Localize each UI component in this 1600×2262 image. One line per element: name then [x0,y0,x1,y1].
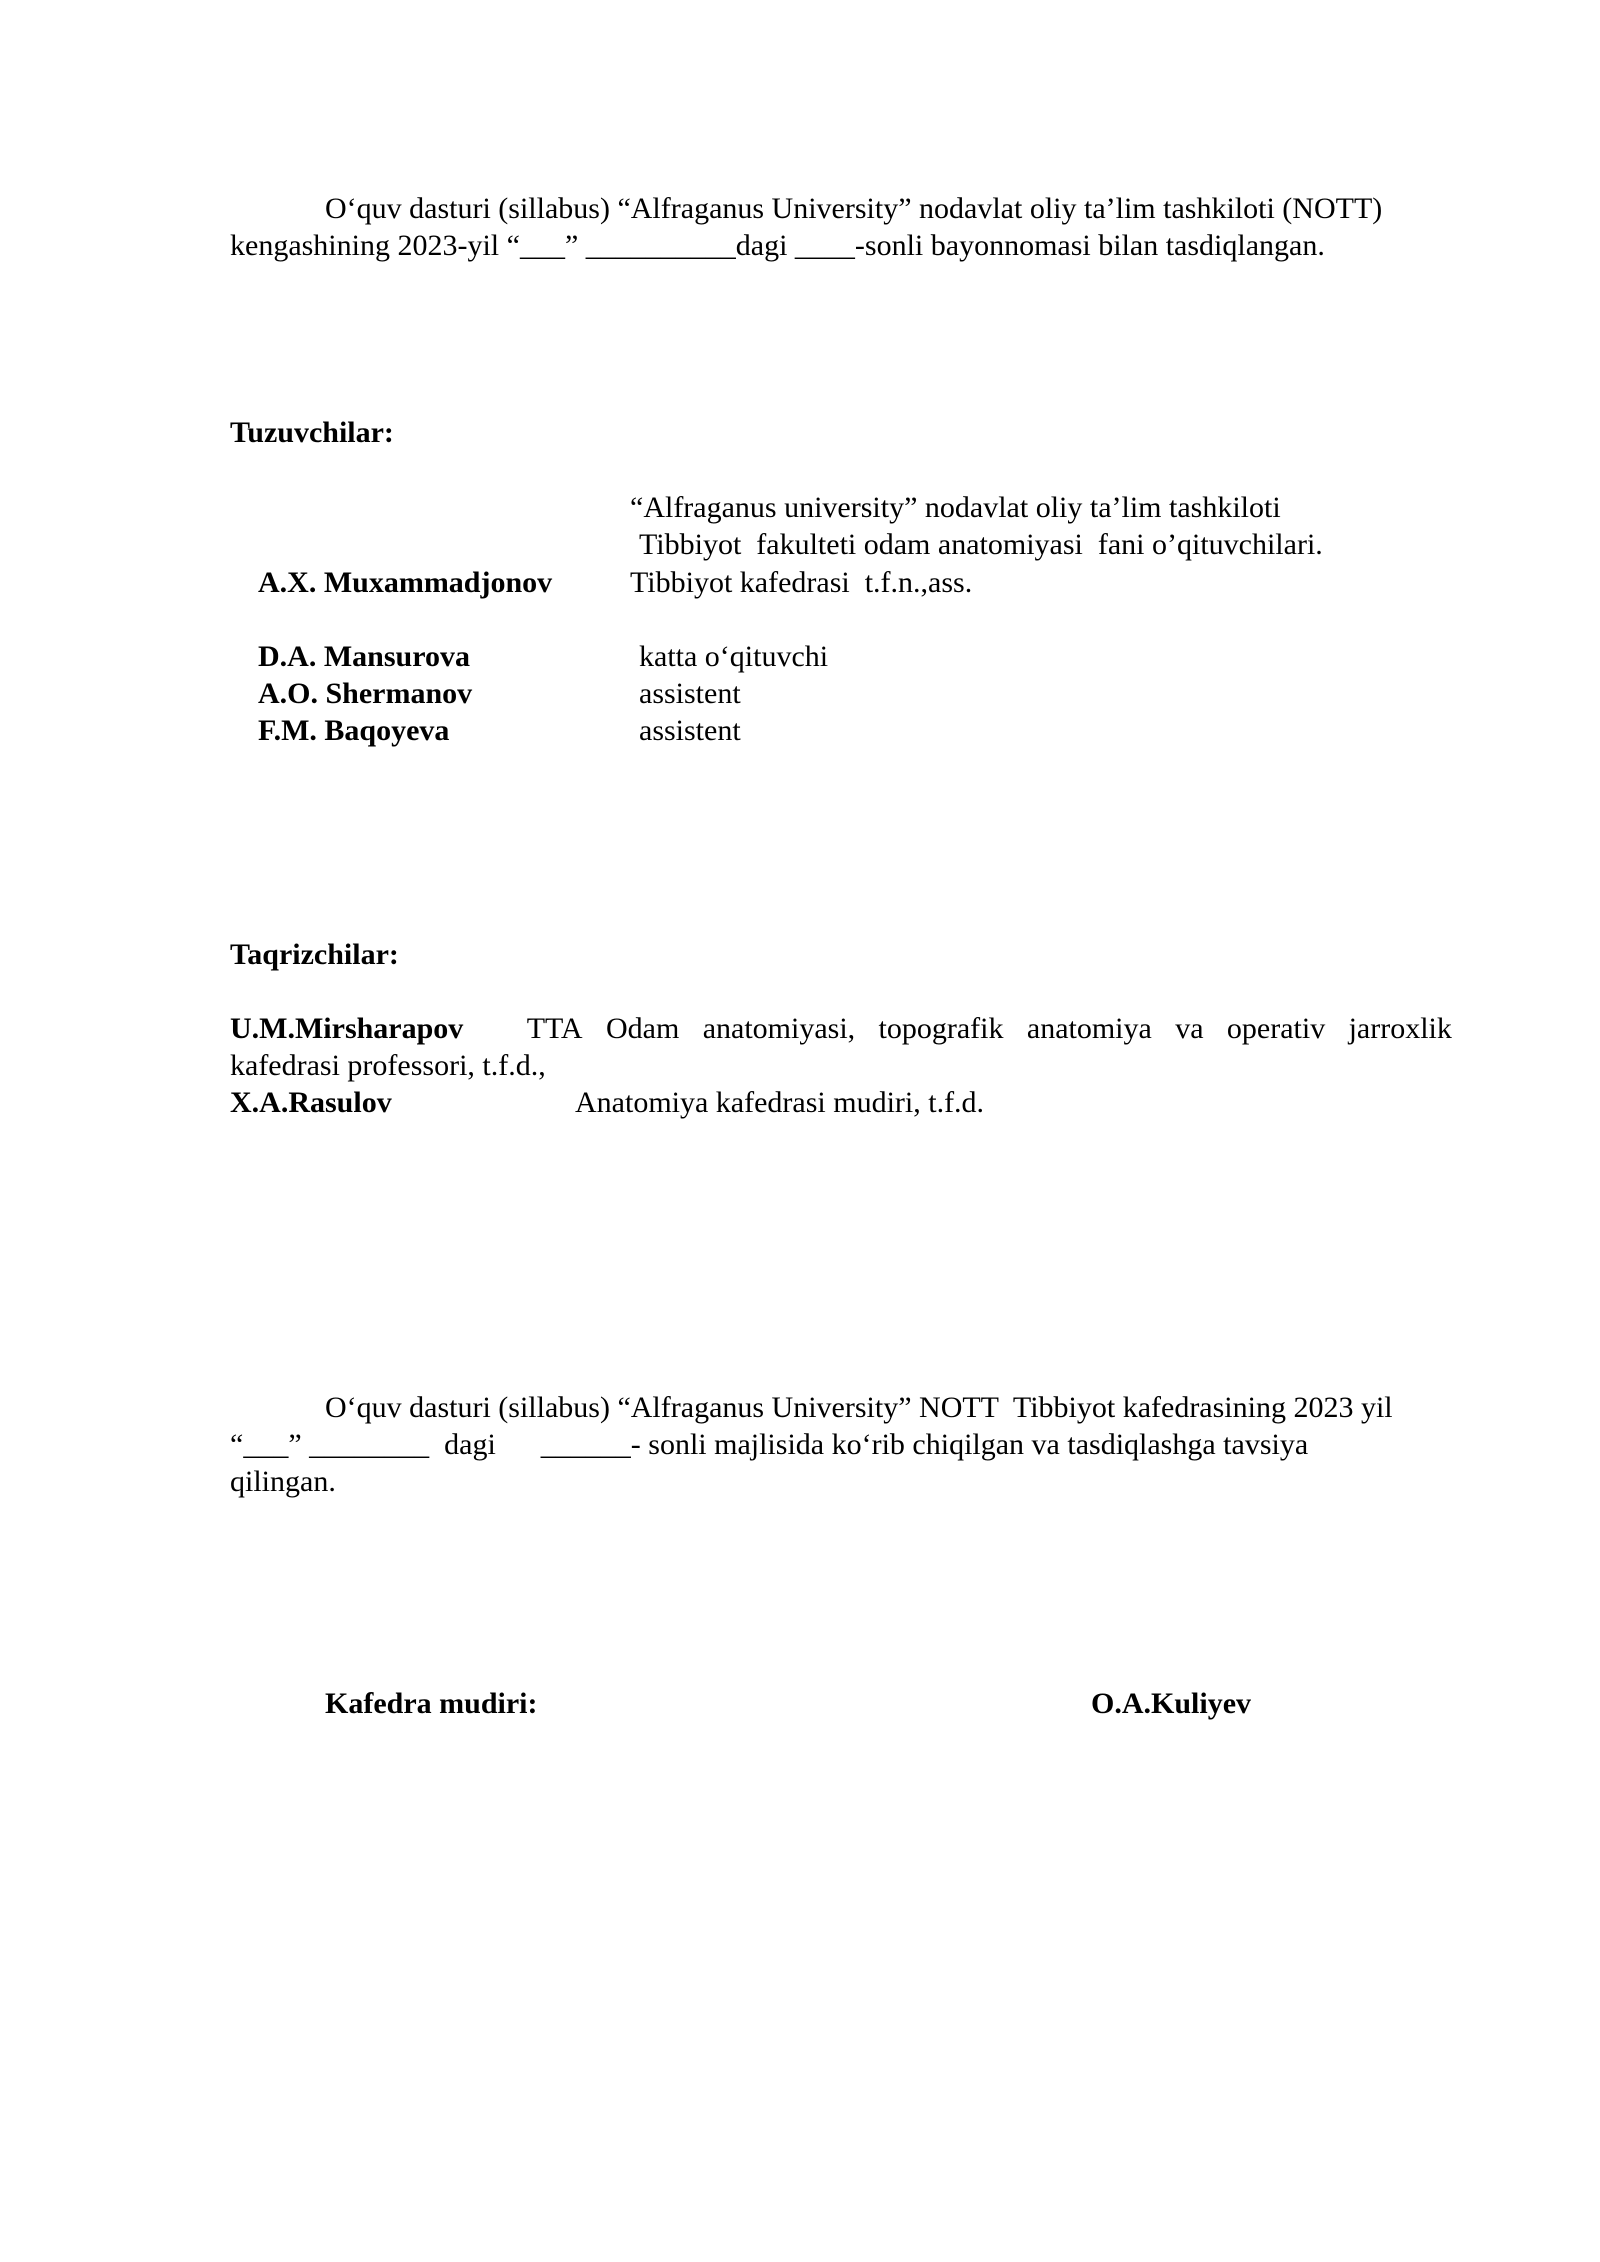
authors-heading: Tuzuvchilar: [230,416,394,449]
reviewer-1-word: TTA [526,1012,583,1045]
author-role-4: assistent [639,714,741,747]
author-name-3: A.O. Shermanov [258,677,473,710]
reviewer-1-name: U.M.Mirsharapov [230,1012,464,1045]
approval-line-1: O‘quv dasturi (sillabus) “Alfraganus University” nodavlat oliy ta’lim tashkiloti (NOTT) [325,192,1383,225]
reviewer-1-word: Odam [605,1012,680,1045]
reviewer-1-role-continuation: kafedrasi professori, t.f.d., [230,1049,546,1082]
authors-org-line-1: “Alfraganus university” nodavlat oliy ta’lim tashkiloti [630,491,1281,524]
reviewer-1-word: va [1175,1012,1204,1045]
author-name-4: F.M. Baqoyeva [258,714,450,747]
approval-line-2: kengashining 2023-yil “___” __________dagi ____-sonli bayonnomasi bilan tasdiqlangan. [230,229,1325,262]
reviewer-1-word: topografik [878,1012,1004,1045]
author-role-2: katta o‘qituvchi [639,640,829,673]
reviewer-2-name: X.A.Rasulov [230,1086,392,1119]
author-role-1: Tibbiyot kafedrasi t.f.n.,ass. [630,566,973,599]
reviewer-1-word: jarroxlik [1348,1012,1452,1045]
signature-label: Kafedra mudiri: [325,1687,538,1720]
recommendation-line-2: “___” ________ dagi ______- sonli majlisida ko‘rib chiqilgan va tasdiqlashga tavsiya [230,1428,1309,1461]
authors-org-line-2: Tibbiyot fakulteti odam anatomiyasi fani o’qituvchilari. [639,528,1323,561]
signature-name: O.A.Kuliyev [1091,1687,1252,1720]
reviewer-1-word: anatomiyasi, [702,1012,856,1045]
reviewer-2-role: Anatomiya kafedrasi mudiri, t.f.d. [575,1086,985,1119]
reviewer-1-word: operativ [1226,1012,1326,1045]
author-role-3: assistent [639,677,741,710]
reviewers-heading: Taqrizchilar: [230,938,399,971]
recommendation-line-3: qilingan. [230,1465,336,1498]
approval-paragraph [230,190,1480,264]
recommendation-paragraph [230,1389,1490,1500]
recommendation-line-1: O‘quv dasturi (sillabus) “Alfraganus University” NOTT Tibbiyot kafedrasining 2023 yil [325,1391,1393,1424]
author-name-2: D.A. Mansurova [258,640,470,673]
author-name-1: A.X. Muxammadjonov [258,566,553,599]
reviewer-1-line [230,1010,1452,1047]
reviewer-1-word: anatomiya [1026,1012,1152,1045]
